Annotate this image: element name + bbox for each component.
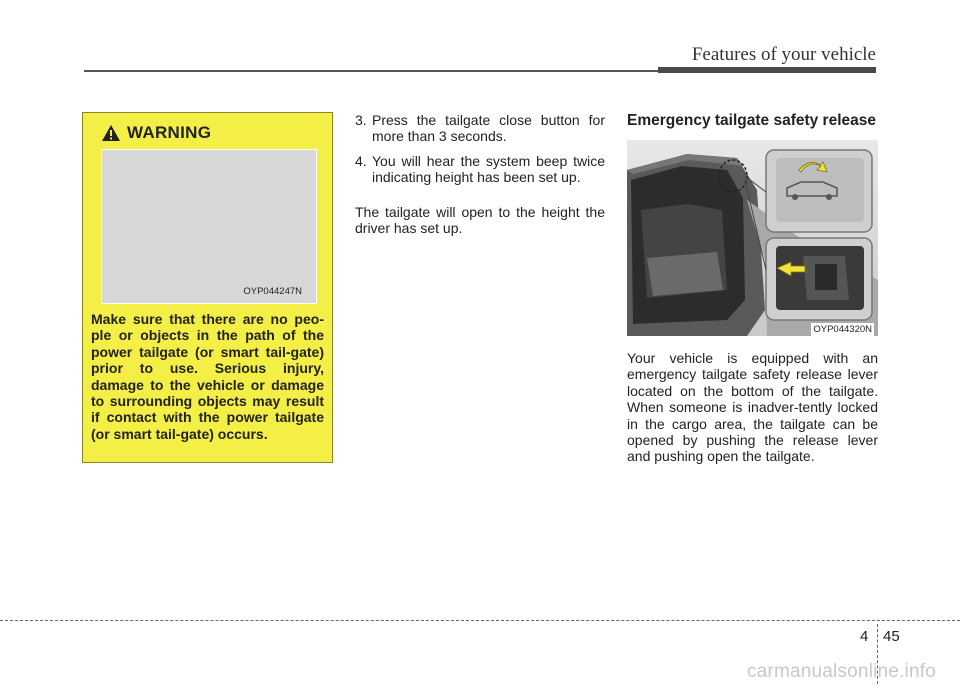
section-column <box>627 112 878 465</box>
tailgate-release-figure <box>627 140 878 336</box>
page-number: 45 <box>883 628 900 645</box>
figure-code: OYP044320N <box>813 324 872 335</box>
section-title: Emergency tailgate safety release <box>627 112 876 129</box>
warning-text: Make sure that there are no peo-ple or objects in the path of the power tailgate (or smart tail-gate) prior to use. Serious injury, damage to the vehicle or damage to surrounding objects may result if contact with the power tailgate (or smart tail-gate) occurs. <box>91 311 324 442</box>
warning-figure <box>101 149 317 304</box>
instructions-column <box>355 112 605 236</box>
chapter-number: 4 <box>860 628 869 645</box>
section-body: Your vehicle is equipped with an emergency tailgate safety release lever located on the bottom of the tailgate. When someone is inadver-tently locked in the cargo area, the tailgate can be opened by pushing the release lever and pushing open the tailgate. <box>627 350 878 465</box>
tailgate-illustration <box>627 140 878 336</box>
footer-rule <box>0 620 960 621</box>
warning-title: WARNING <box>127 123 212 142</box>
step-item <box>355 112 605 145</box>
result-paragraph: The tailgate will open to the height the driver has set up. <box>355 203 605 237</box>
warning-triangle-icon <box>101 124 121 142</box>
header-rule <box>84 70 704 72</box>
step-text: You will hear the system beep twice indicating height has been set up. <box>372 152 605 186</box>
step-item <box>355 153 605 186</box>
step-number: 3. <box>355 112 367 128</box>
step-text: Press the tailgate close button for more than 3 seconds. <box>372 112 605 145</box>
warning-heading <box>101 123 211 143</box>
warning-box <box>82 112 333 463</box>
watermark: carmanualsonline.info <box>746 661 936 682</box>
header-rule-accent <box>658 67 876 73</box>
warning-figure-code: OYP044247N <box>243 286 302 297</box>
step-number: 4. <box>355 152 367 169</box>
header-title: Features of your vehicle <box>691 44 876 65</box>
